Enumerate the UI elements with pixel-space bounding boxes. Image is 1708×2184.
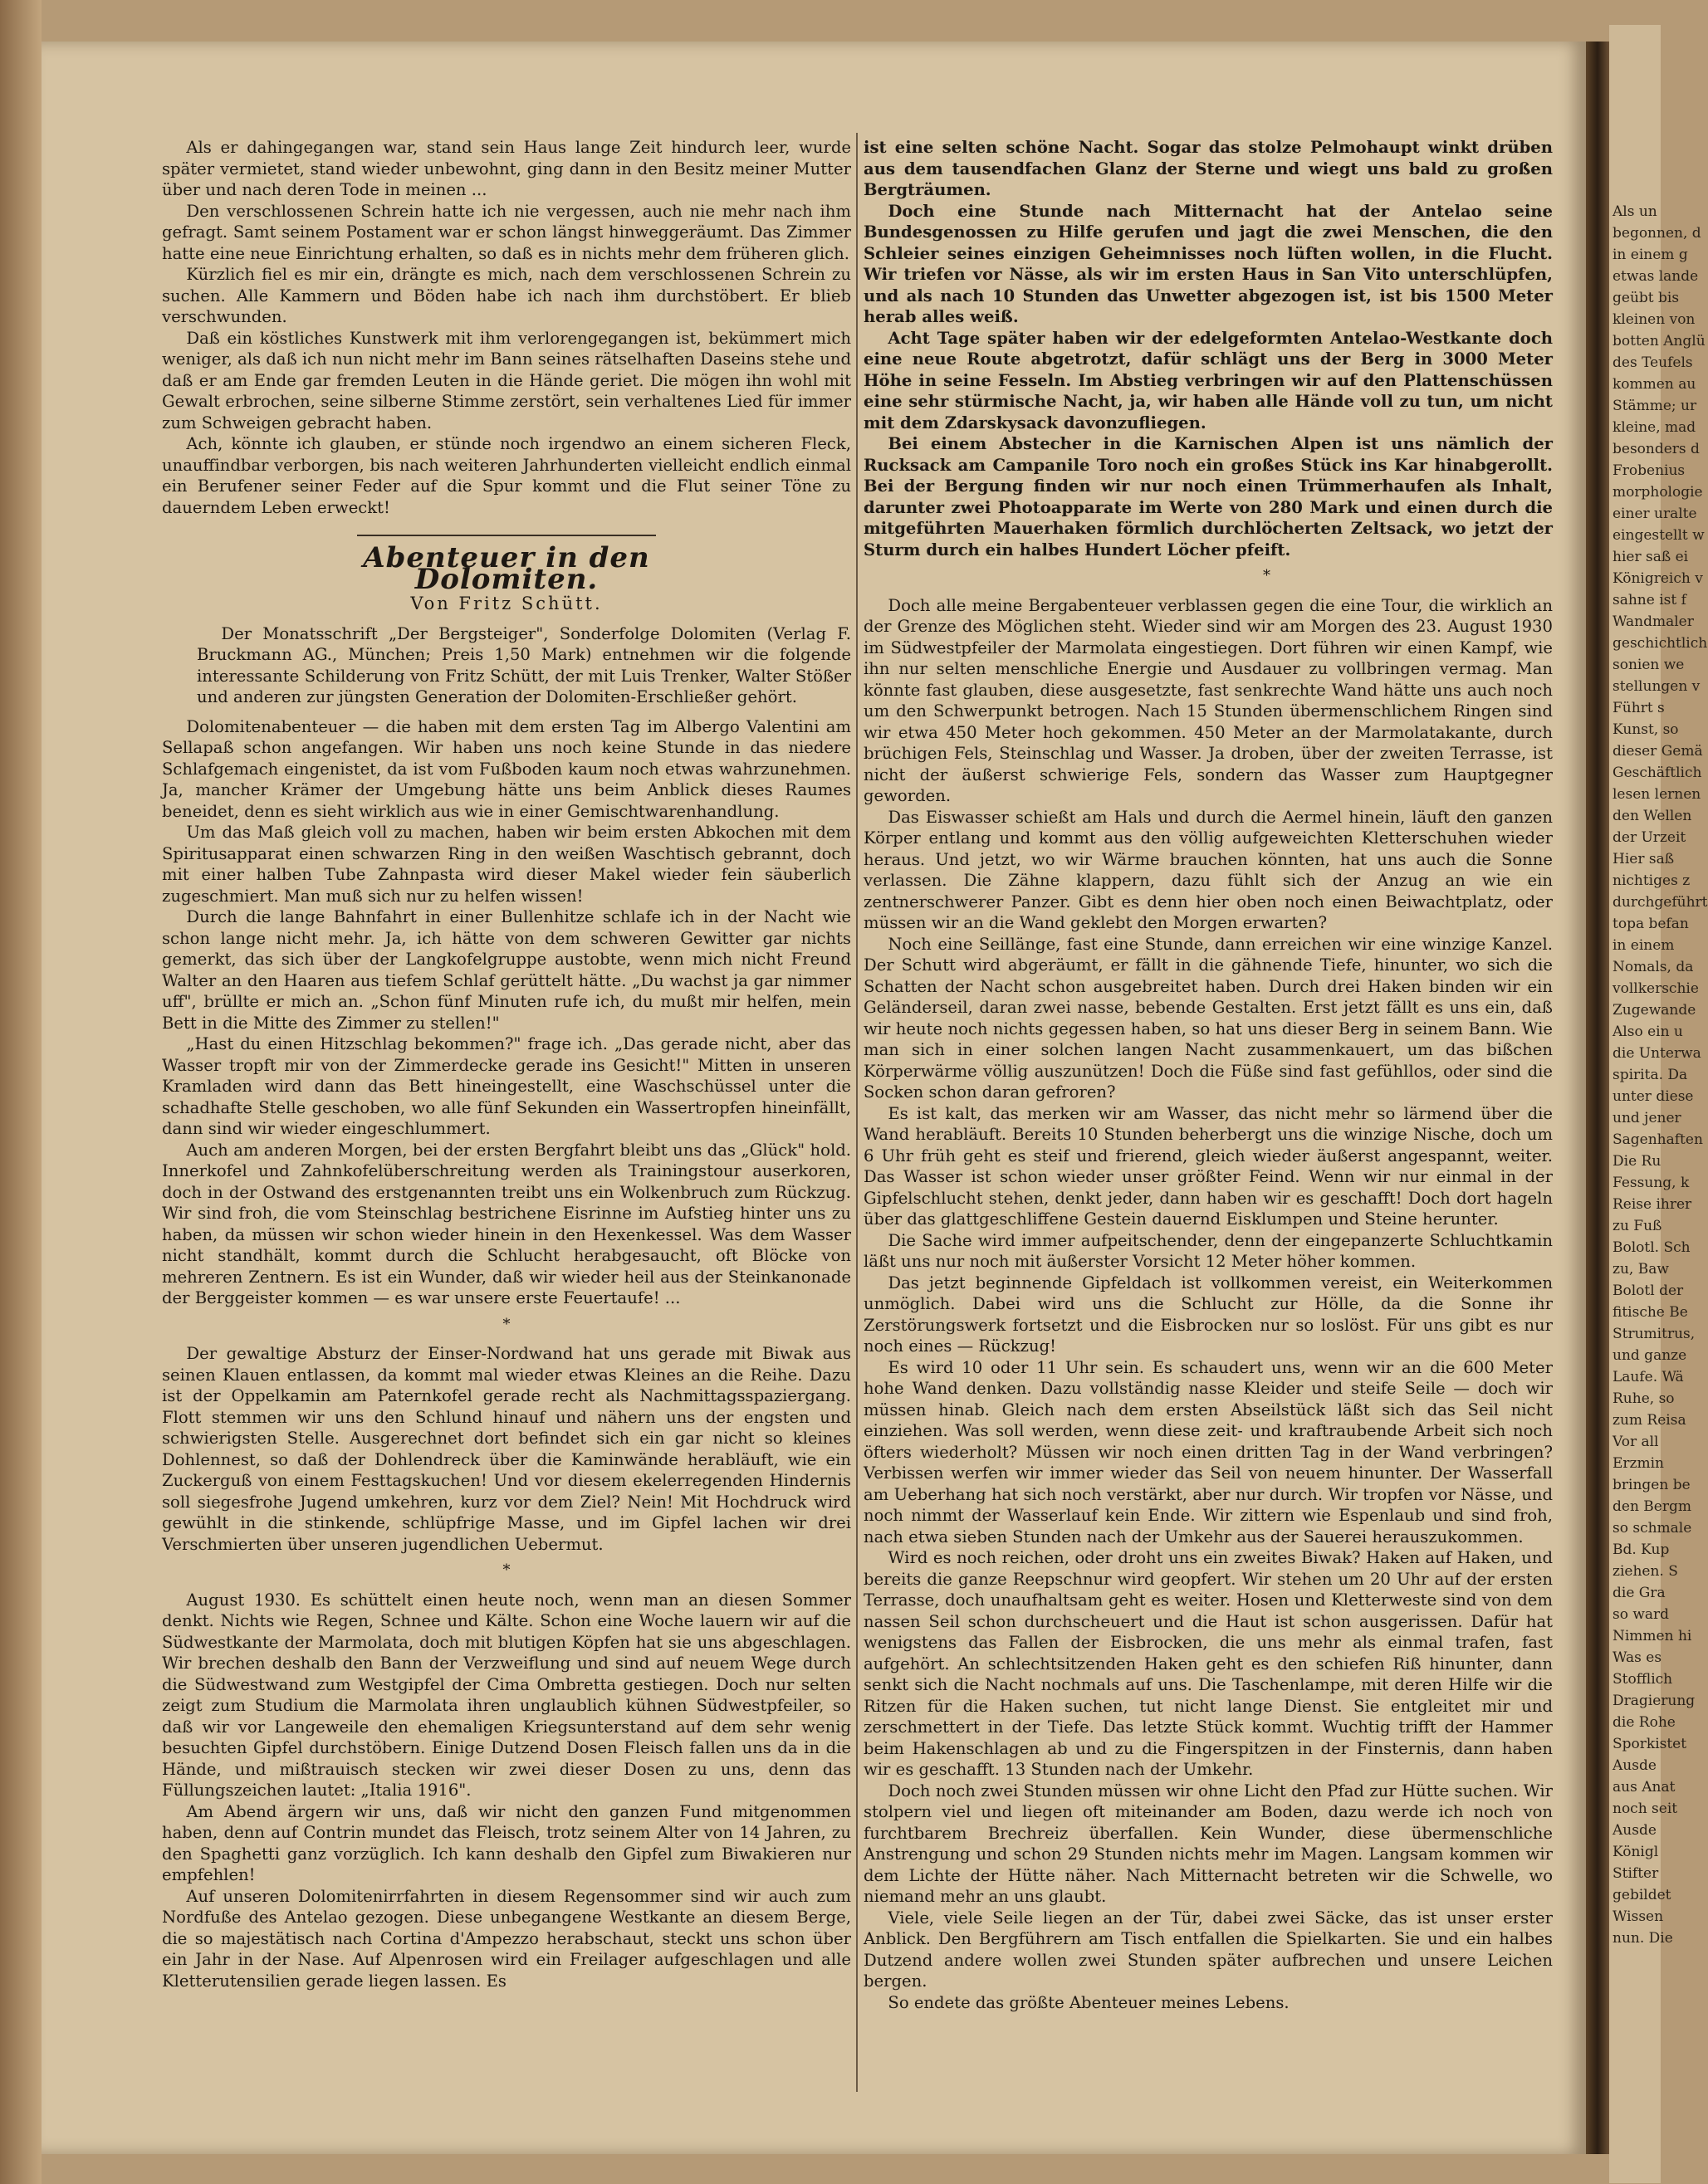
next-page-fragment: so schmale [1613, 1520, 1692, 1537]
right-column [864, 137, 1553, 2013]
next-page-fragment: die Unterwa [1613, 1045, 1701, 1062]
next-page-fragment: begonnen, d [1613, 225, 1701, 242]
article-paragraph: So endete das größte Abenteuer meines Lebens. [888, 1992, 1290, 2012]
next-page-fragment: Fessung, k [1613, 1175, 1690, 1191]
article-paragraph: Doch alle meine Bergabenteuer verblassen gegen die eine Tour, die wirklich an der Grenze des Möglichen steht. Wieder sind wir am Morgen des 23. August 1930 im Südwestpfeiler der Marmolata eingestiegen. Dort führen wir einen Kampf, wie ihn nur selten menschliche Energie und Ausdauer zu vollbringen vermag. Man könnte fast glauben, diese ausgesetzte, fast senkrechte Wand hätte uns auch noch um den Schwerpunkt betrogen. Nach 15 Stunden übermenschlichem Ringen sind wir etwa 450 Meter hoch gekommen. 450 Meter an der Marmolatakante, durch brüchigen Fels, Steinschlag und Wasser. Ja droben, über der zweiten Terrasse, ist nicht der äußerst schwierige Fels, sondern das Wasser zum Hauptgegner geworden. [864, 595, 1553, 805]
next-page-fragment: vollkerschie [1613, 980, 1699, 997]
next-page-fragment: Bd. Kup [1613, 1542, 1670, 1558]
next-page-fragment: aus Anat [1613, 1779, 1676, 1796]
next-page-fragment: in einem g [1613, 247, 1688, 263]
next-page-fragment: zum Reisa [1613, 1412, 1686, 1429]
article-paragraph: Es wird 10 oder 11 Uhr sein. Es schaudert uns, wenn wir an die 600 Meter hohe Wand denken. Dazu vollständig nasse Kleider und steife Seile — doch wir müssen hinab. Gleich nach dem ersten Abseilstück läßt sich das Seil nicht einziehen. Was soll werden, wenn diese zeit- und kraftraubende Arbeit sich noch öfters wiederholt? Müssen wir noch einen dritten Tag in der Wand verbringen? Verbissen werfen wir immer wieder das Seil von neuem hinunter. Der Wasserfall am Ueberhang hat sich noch verstärkt, aber nur durch. Wir tropfen vor Nässe, und noch nimmt der Wasserlauf kein Ende. Wir zittern wie Espenlaub und sind froh, nach etwa sieben Stunden nach der Umkehr aus der Sauerei herauszukommen. [864, 1357, 1553, 1546]
article-paragraph: Um das Maß gleich voll zu machen, haben wir beim ersten Abkochen mit dem Spiritusapparat einen schwarzen Ring in den weißen Waschtisch gebrannt, doch mit einer halben Tube Zahnpasta wird dieser Makel wieder fein säuberlich zugeschmiert. Man muß sich nur zu helfen wissen! [162, 823, 851, 906]
next-page-fragment: geübt bis [1613, 290, 1680, 306]
article-paragraph: ist eine selten schöne Nacht. Sogar das stolze Pelmohaupt winkt drüben aus dem tausendfachen Glanz der Sterne und wiegt uns bald zu großen Bergträumen. [864, 138, 1553, 199]
article-byline: Von Fritz Schütt. [410, 594, 603, 613]
article-paragraph: Doch noch zwei Stunden müssen wir ohne Licht den Pfad zur Hütte suchen. Wir stolpern viel und liegen oft miteinander am Boden, dazu werde ich noch von furchtbarem Brechreiz überfallen. Kein Wunder, diese übermenschliche Anstrengung und schon 29 Stunden nichts mehr im Magen. Langsam kommen wir dem Lichte der Hütte näher. Nach Mitternacht betreten wir die Schwelle, wo niemand mehr an uns glaubt. [864, 1781, 1553, 1906]
next-page-fragment: Sagenhaften [1613, 1131, 1703, 1148]
next-page-fragment: den Bergm [1613, 1498, 1691, 1515]
next-page-fragment: die Gra [1613, 1585, 1666, 1601]
next-page-fragment: dieser Gemä [1613, 743, 1703, 760]
article-paragraph: Dolomitenabenteuer — die haben mit dem ersten Tag im Albergo Valentini am Sellapaß schon angefangen. Wir haben uns noch keine Stunde in das niedere Schlafgemach eingenistet, da ist vom Fußboden kaum noch etwas wahrzunehmen. Ja, mancher Krämer der Umgebung hätte uns beim Anblick dieses Raumes beneidet, denn es sieht wirklich aus wie in einer Gemischtwarenhandlung. [162, 716, 851, 821]
next-page-fragment: Stämme; ur [1613, 398, 1697, 414]
next-page-fragment: Nimmen hi [1613, 1628, 1692, 1644]
next-page-fragment: sahne ist f [1613, 592, 1686, 608]
next-page-fragment: Als un [1613, 203, 1657, 220]
story-paragraph: Als er dahingegangen war, stand sein Haus lange Zeit hindurch leer, wurde später vermietet, stand wieder unbewohnt, ging dann in den Besitz meiner Mutter über und nach deren Tode in meinen ... [162, 138, 851, 199]
next-page-fragment: durchgeführt [1613, 894, 1708, 911]
next-page-fragment: Erzmin [1613, 1455, 1664, 1472]
story-paragraph: Kürzlich fiel es mir ein, drängte es mich, nach dem verschlossenen Schrein zu suchen. Alle Kammern und Böden habe ich nach ihm durchstöbert. Er blieb verschwunden. [162, 265, 851, 326]
next-page-fragment: den Wellen [1613, 808, 1692, 824]
next-page-edge [1609, 25, 1708, 2183]
next-page-fragment: besonders d [1613, 441, 1700, 457]
article-paragraph: Das Eiswasser schießt am Hals und durch die Aermel hinein, läuft den ganzen Körper entlang und kommt aus den völlig aufgeweichten Kletterschuhen wieder heraus. Und jetzt, wo wir Wärme brauchen könnten, hat uns auch die Sonne verlassen. Die Zähne klappern, dazu fühlt sich der Anzug an wie ein zentnerschwerer Panzer. Gibt es denn hier oben noch einen Beiwachtplatz, oder müssen wir an die Wand geklebt den Morgen erwarten? [864, 807, 1553, 932]
next-page-fragment: Königl [1613, 1844, 1659, 1860]
next-page-fragment: Stifter [1613, 1865, 1659, 1882]
next-page-fragment: sonien we [1613, 657, 1685, 673]
article-paragraph: August 1930. Es schüttelt einen heute noch, wenn man an diesen Sommer denkt. Nichts wie Regen, Schnee und Kälte. Schon eine Woche lauern wir auf die Südwestkante der Marmolata, doch mit blutigen Köpfen hat sie uns abgeschlagen. Wir brechen deshalb den Bann der Verzweiflung und sind auf neuem Wege durch die Südwestwand zum Westgipfel der Cima Ombretta gestiegen. Doch nur selten zeigt zum Studium die Marmolata ihren unglaublich kühnen Südwestpfeiler, so daß wir vor Langeweile den ehemaligen Kriegsunterstand auf dem sehr wenig besuchten Gipfel durchstöbern. Einige Dutzend Dosen Fleisch fallen uns da in die Hände, und mißtrauisch stecken wir zwei dieser Dosen zu uns, denn das Füllungszeichen lautet: „Italia 1916". [162, 1590, 851, 1800]
section-separator: * [502, 1561, 511, 1579]
next-page-fragment: gebildet [1613, 1887, 1671, 1903]
next-page-fragment: spirita. Da [1613, 1067, 1688, 1083]
next-page-fragment: botten Anglü [1613, 333, 1706, 349]
next-page-fragment: kommen au [1613, 376, 1696, 393]
next-page-fragment: Was es [1613, 1649, 1662, 1666]
next-page-fragment: Königreich v [1613, 570, 1703, 587]
column-divider [856, 133, 858, 2092]
section-separator: * [1263, 567, 1270, 584]
next-page-fragment: topa befan [1613, 916, 1689, 932]
next-page-fragment: Zugewande [1613, 1002, 1696, 1019]
next-page-fragment: unter diese [1613, 1088, 1694, 1105]
next-page-fragment: kleine, mad [1613, 419, 1696, 436]
next-page-fragment: lesen lernen [1613, 786, 1701, 803]
next-page-fragment: Dragierung [1613, 1693, 1696, 1709]
article-paragraph: Wird es noch reichen, oder droht uns ein zweites Biwak? Haken auf Haken, und bereits die ganze Reepschnur wird geopfert. Wir stehen um 20 Uhr auf der ersten Terrasse, doch unaufhaltsam geht es weiter. Hosen und Kletterweste sind von dem nassen Seil schon durchscheuert und die Haut ist schon ausgerissen. Dafür hat wenigstens das Fallen der Eisbrocken, die uns mehr als einmal trafen, fast aufgehört. An schlechtsitzenden Haken geht es den schiefen Riß hinunter, dann senkt sich die Nacht nochmals auf uns. Die Taschenlampe, mit deren Hilfe wir die Ritzen für die Haken suchen, tut nicht lange Dienst. Sie entgleitet mir und zerschmettert in der Tiefe. Das letzte Stück kommt. Wuchtig trifft der Hammer beim Hakenschlagen ab und zu die Fingerspitzen in der Finsternis, dann haben wir es geschafft. 13 Stunden nach der Umkehr. [864, 1548, 1553, 1779]
next-page-fragment: Die Ru [1613, 1153, 1662, 1170]
next-page-fragment: Ausde [1613, 1822, 1657, 1839]
next-page-fragment: Führt s [1613, 700, 1665, 716]
section-separator: * [502, 1315, 511, 1333]
next-page-fragment: stellungen v [1613, 678, 1701, 695]
next-page-fragment: Nomals, da [1613, 959, 1694, 975]
next-page-fragment: die Rohe [1613, 1714, 1676, 1731]
story-paragraph: Ach, könnte ich glauben, er stünde noch irgendwo an einem sicheren Fleck, unauffindbar verborgen, bis nach weiteren Jahrhunderten vielleicht endlich einmal ein Berufener seiner Feder auf die Spur kommt und die Flut seiner Töne zu dauerndem Leben erweckt! [162, 434, 851, 517]
article-paragraph: Auch am anderen Morgen, bei der ersten Bergfahrt bleibt uns das „Glück" hold. Innerkofel und Zahnkofelüberschreitung werden als Trainingstour auserkoren, doch in der Ostwand des erstgenannten treibt uns ein Wolkenbruch zum Rückzug. Wir sind froh, die vom Steinschlag bestrichene Eisrinne im Aufstieg hinter uns zu haben, da müssen wir schon wieder hinein in den Hexenkessel. Was dem Wasser nicht standhält, kommt durch die Schlucht herabgesaucht, oft Blöcke von mehreren Zentnern. Es ist ein Wunder, daß wir wieder heil aus der Steinkanonade der Berggeister kommen — es war unsere erste Feuertaufe! ... [162, 1140, 851, 1307]
next-page-fragment: Strumitrus, [1613, 1326, 1696, 1342]
next-page-fragment: fitische Be [1613, 1304, 1688, 1321]
article-paragraph: Doch eine Stunde nach Mitternacht hat der Antelao seine Bundesgenossen zu Hilfe gerufen und jagt die zwei Menschen, die den Schleier seines einzigen Geheimnisses noch lüften wollen, in die Flucht. Wir triefen vor Nässe, als wir im ersten Haus in San Vito unterschlüpfen, und als nach 10 Stunden das Unwetter abgezogen ist, ist bis 1500 Meter herab alles weiß. [864, 201, 1553, 326]
next-page-fragment: einer uralte [1613, 506, 1697, 522]
next-page-fragment: zu, Baw [1613, 1261, 1669, 1278]
article-intro: Der Monatsschrift „Der Bergsteiger", Sonderfolge Dolomiten (Verlag F. Bruckmann AG., München; Preis 1,50 Mark) entnehmen wir die folgende interessante Schilderung von Fritz Schütt, der mit Luis Trenker, Walter Stößer und anderen zur jüngsten Generation der Dolomiten-Erschließer gehört. [197, 623, 851, 706]
article-paragraph: Am Abend ärgern wir uns, daß wir nicht den ganzen Fund mitgenommen haben, denn auf Contrin mundet das Fleisch, trotz seinem Alter von 14 Jahren, zu den Spaghetti ganz vorzüglich. Ich kann deshalb den Gipfel zum Biwakieren nur empfehlen! [162, 1801, 851, 1884]
next-page-fragment: Kunst, so [1613, 721, 1679, 738]
next-page-fragment: ziehen. S [1613, 1563, 1678, 1580]
next-page-fragment: Frobenius [1613, 462, 1686, 479]
next-page-fragment: Stofflich [1613, 1671, 1673, 1688]
story-paragraph: Daß ein köstliches Kunstwerk mit ihm verlorengegangen ist, bekümmert mich weniger, als daß ich nun nicht mehr im Bann seines rätselhaften Daseins stehe und daß er am Ende gar fremden Leuten in die Hände geriet. Die mögen ihn wohl mit Gewalt erbrochen, seine silberne Stimme zerstört, sein verhaltenes Lied für immer zum Schweigen gebracht haben. [162, 328, 851, 432]
next-page-fragment: Geschäftlich [1613, 765, 1702, 781]
next-page-fragment: Sporkistet [1613, 1736, 1687, 1752]
next-page-fragment: Laufe. Wä [1613, 1369, 1684, 1385]
article-paragraph: Es ist kalt, das merken wir am Wasser, das nicht mehr so lärmend über die Wand herabläuft. Bereits 10 Stunden beherbergt uns die winzige Nische, doch um 6 Uhr früh geht es steif und frierend, gleich wieder äußerst angespannt, weiter. Das Wasser ist schon wieder unser größter Feind. Wenn wir nur einmal in der Gipfelschlucht stehen, denkt jeder, dann haben wir es geschafft! Doch dort hageln über das glattgeschliffene Gestein dauernd Eisklumpen und Steine herunter. [864, 1103, 1553, 1229]
next-page-fragment: noch seit [1613, 1800, 1678, 1817]
next-page-fragment: und jener [1613, 1110, 1681, 1126]
page-gutter [1586, 42, 1609, 2154]
next-page-fragment: Also ein u [1613, 1024, 1683, 1040]
next-page-fragment: Ausde [1613, 1757, 1657, 1774]
next-page-fragment: der Urzeit [1613, 829, 1686, 846]
next-page-fragment: etwas lande [1613, 268, 1699, 285]
next-page-fragment: hier saß ei [1613, 549, 1689, 565]
next-page-fragment: bringen be [1613, 1477, 1691, 1493]
article-paragraph: Das jetzt beginnende Gipfeldach ist vollkommen vereist, ein Weiterkommen unmöglich. Dabei wird uns die Schlucht zur Hölle, da die Sonne ihr Zerstörungswerk fortsetzt und die Eisbrocken nur so loslöst. Für uns gibt es nur noch eines — Rückzug! [864, 1273, 1553, 1356]
next-page-fragment: kleinen von [1613, 311, 1696, 328]
article-paragraph: Noch eine Seillänge, fast eine Stunde, dann erreichen wir eine winzige Kanzel. Der Schutt wird abgeräumt, er fällt in die gähnende Tiefe, hinunter, wo sich die Schatten der Nacht schon ausgebreitet haben. Durch drei Haken binden wir ein Geländerseil, daran zwei nasse, bebende Gestalten. Erst jetzt fällt es uns ein, daß wir heute noch nichts gegessen haben, so hat uns dieser Berg in seinem Bann. Wie man sich in einer solchen langen Nacht zusammenkauert, um das bißchen Körperwärme völlig auszunützen! Doch die Füße sind fast gefühllos, oder sind die Socken schon daran gefroren? [864, 934, 1553, 1102]
article-paragraph: „Hast du einen Hitzschlag bekommen?" frage ich. „Das gerade nicht, aber das Wasser tropft mir von der Zimmerdecke gerade ins Gesicht!" Mitten in unseren Kramladen wird dann das Bett hineingestellt, eine Waschschüssel unter die schadhafte Stelle geschoben, wo alle fünf Sekunden ein Wassertropfen hineinfällt, dann sind wir wieder eingeschlummert. [162, 1034, 851, 1138]
left-column [162, 137, 851, 1991]
next-page-fragment: des Teufels [1613, 354, 1693, 371]
next-page-fragment: nun. Die [1613, 1930, 1673, 1947]
next-page-fragment: nichtiges z [1613, 872, 1691, 889]
story-paragraph: Den verschlossenen Schrein hatte ich nie vergessen, auch nie mehr nach ihm gefragt. Samt seinem Postament war er schon längst hinweggeräumt. Das Zimmer hatte eine neue Einrichtung erhalten, so daß es in nichts mehr dem früheren glich. [162, 201, 851, 263]
next-page-fragment: Wandmaler [1613, 613, 1694, 630]
next-page-fragment: in einem [1613, 937, 1675, 954]
next-page-fragment: Bolotl der [1613, 1283, 1684, 1299]
article-paragraph: Durch die lange Bahnfahrt in einer Bullenhitze schlafe ich in der Nacht wie schon lange nicht mehr. Ja, ich hätte von dem schweren Gewitter gar nichts gemerkt, das sich über der Langkofelgruppe austobte, wenn mich nicht Freund Walter an den Haaren aus tiefem Schlaf gerüttelt hätte. „Du wachst ja gar nimmer uff", brüllte er mich an. „Schon fünf Minuten rufe ich, du mußt mir helfen, mein Bett in die Mitte des Zimmer zu stellen!" [162, 907, 851, 1033]
next-page-fragment: eingestellt w [1613, 527, 1705, 544]
next-page-fragment: Hier saß [1613, 851, 1675, 867]
article-paragraph: Die Sache wird immer aufpeitschender, denn der eingepanzerte Schluchtkamin läßt uns nur noch mit äußerster Vorsicht 12 Meter höher kommen. [864, 1230, 1553, 1271]
article-title: Abenteuer in den Dolomiten. [357, 535, 656, 590]
next-page-fragment: und ganze [1613, 1347, 1687, 1364]
next-page-fragment: so ward [1613, 1606, 1670, 1623]
article-paragraph: Acht Tage später haben wir der edelgeformten Antelao-Westkante doch eine neue Route abgetrotzt, dafür schlägt uns der Berg in 3000 Meter Höhe in seine Fesseln. Im Abstieg verbringen wir auf den Plattenschüssen eine sehr stürmische Nacht, ja, wir haben alle Hände voll zu tun, um nicht mit dem Zdarskysack davonzufliegen. [864, 328, 1553, 432]
article-paragraph: Auf unseren Dolomitenirrfahrten in diesem Regensommer sind wir auch zum Nordfuße des Antelao gezogen. Diese unbegangene Westkante an diesem Berge, die so majestätisch nach Cortina d'Ampezzo herabschaut, steckt uns schon über ein Jahr in der Nase. Auf Alpenrosen wird ein Freilager aufgeschlagen und alle Kletterutensilien gerade liegen lassen. Es [162, 1886, 851, 1991]
article-paragraph: Der gewaltige Absturz der Einser-Nordwand hat uns gerade mit Biwak aus seinen Klauen entlassen, da kommt mal wieder etwas Kleines an die Reihe. Dazu ist der Oppelkamin am Paternkofel gerade recht als Nachmittagsspaziergang. Flott stemmen wir uns den Schlund hinauf und nähern uns der engsten und schwierigsten Stelle. Ausgerechnet dort befindet sich ein gar nicht so kleines Dohlennest, so daß der Dohlendreck über die Kaminwände herabläuft, wie ein Zuckerguß von einem Festtagskuchen! Und vor diesem ekelerregenden Hindernis soll siegesfrohe Jugend umkehren, kurz vor dem Ziel? Nein! Mit Hochdruck wird gewühlt in die stinkende, schlüpfrige Masse, und im Gipfel lachen wir drei Verschmierten über unseren jugendlichen Uebermut. [162, 1344, 851, 1554]
article-paragraph: Bei einem Abstecher in die Karnischen Alpen ist uns nämlich der Rucksack am Campanile Toro noch ein großes Stück ins Kar hinabgerollt. Bei der Bergung finden wir nur noch einen Trümmerhaufen als Inhalt, darunter zwei Photoapparate im Werte von 280 Mark und einen durch die mitgeführten Mauerhaken förmlich durchlöcherten Zeltsack, wo jetzt der Sturm durch ein halbes Hundert Löcher pfeift. [864, 434, 1553, 559]
next-page-fragment: Wissen [1613, 1908, 1664, 1925]
book-binding [0, 0, 42, 2184]
article-paragraph: Viele, viele Seile liegen an der Tür, dabei zwei Säcke, das ist unser erster Anblick. Den Bergführern am Tisch entfallen die Spielkarten. Sie und ein halbes Dutzend andere wollen zwei Stunden später aufbrechen und unsere Leichen bergen. [864, 1908, 1553, 1991]
next-page-fragment: zu Fuß [1613, 1218, 1662, 1234]
next-page-fragment: morphologie [1613, 484, 1703, 501]
next-page-fragment: Ruhe, so [1613, 1390, 1675, 1407]
next-page-fragment: Reise ihrer [1613, 1196, 1692, 1213]
next-page-fragment: Bolotl. Sch [1613, 1239, 1691, 1256]
next-page-fragment: Vor all [1613, 1434, 1659, 1450]
next-page-fragment: geschichtlich [1613, 635, 1708, 652]
